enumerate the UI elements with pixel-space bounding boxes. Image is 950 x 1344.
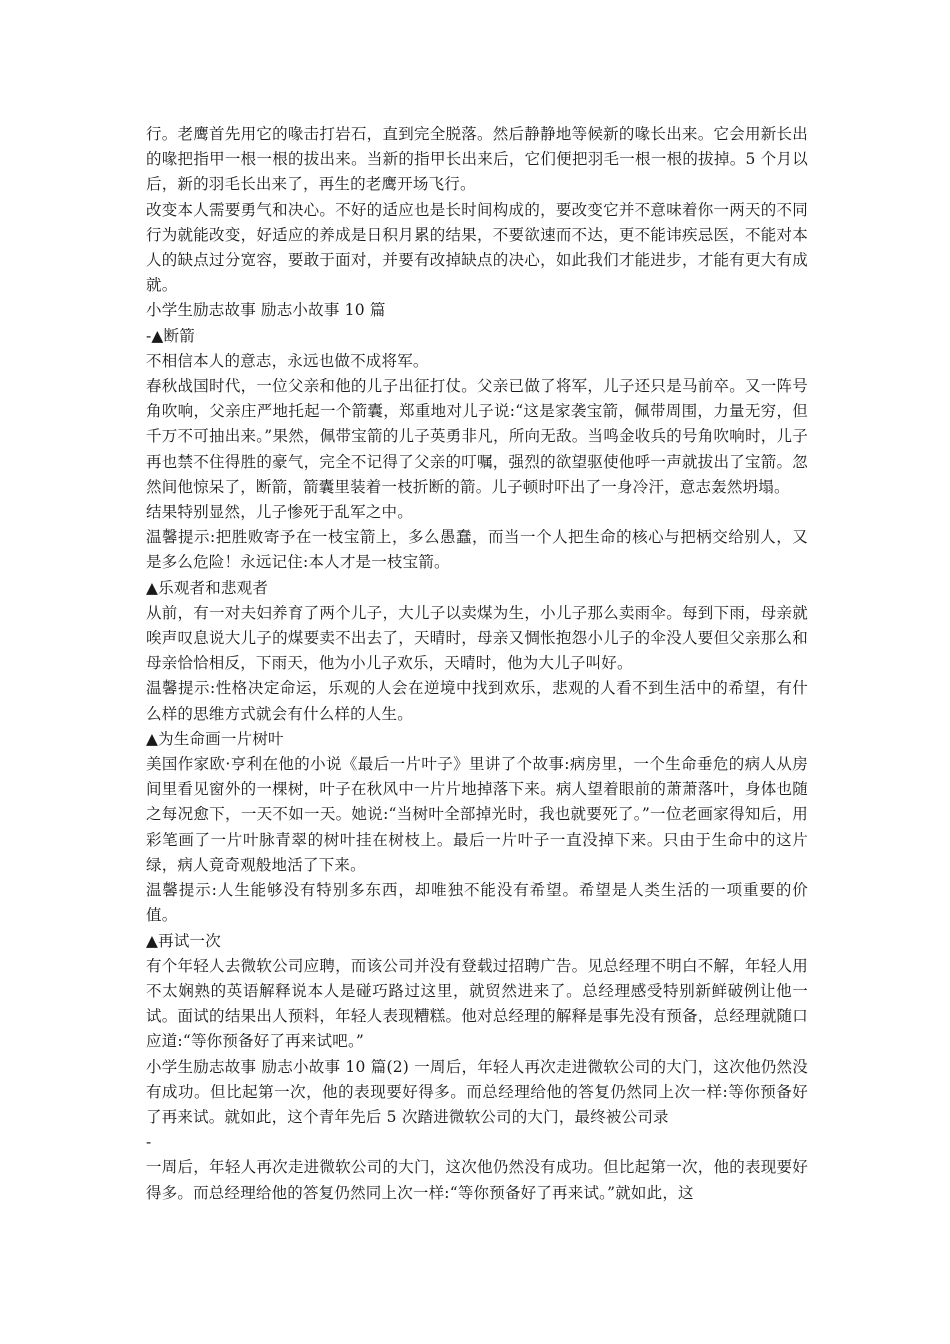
paragraph-try-again-continued: 小学生励志故事 励志小故事 10 篇(2) 一周后，年轻人再次走进微软公司的大门，这次他仍然没有成功。但比起第一次，他的表现要好得多。而总经理给他的答复仍然同上次一样:等你预备好了再来试。就如此，这个青年先后 5 次踏进微软公司的大门，最终被公司录: [146, 1057, 808, 1126]
paragraph-leaf-story: 美国作家欧·亨利在他的小说《最后一片叶子》里讲了个故事:病房里，一个生命垂危的病人从房间里看见窗外的一棵树，叶子在秋风中一片片地掉落下来。病人望着眼前的萧萧落叶，身体也随之每况愈下，一天不如一天。她说:“当树叶全部掉光时，我也就要死了。”一位老画家得知后，用彩笔画了一片叶脉青翠的树叶挂在树枝上。最后一片叶子一直没掉下来。只由于生命中的这片绿，病人竟奇观般地活了下来。: [146, 755, 808, 874]
paragraph-change-yourself: 改变本人需要勇气和决心。不好的适应也是长时间构成的，要改变它并不意味着你一两天的不同行为就能改变，好适应的养成是日积月累的结果，不要欲速而不达，更不能讳疾忌医，不能对本人的缺点过分宽容，要敢于面对，并要有改掉缺点的决心，如此我们才能进步，才能有更大有成就。: [146, 200, 808, 295]
paragraph-broken-arrow-story: 春秋战国时代，一位父亲和他的儿子出征打仗。父亲已做了将军，儿子还只是马前卒。又一阵号角吹响，父亲庄严地托起一个箭囊，郑重地对儿子说:“这是家袭宝箭，佩带周围，力量无穷，但千万不可抽出来。”果然，佩带宝箭的儿子英勇非凡，所向无敌。当鸣金收兵的号角吹响时，儿子再也禁不住得胜的豪气，完全不记得了父亲的叮嘱，强烈的欲望驱使他呼一声就拔出了宝箭。忽然间他惊呆了，断箭，箭囊里装着一枝折断的箭。儿子顿时吓出了一身冷汗，意志轰然坍塌。: [146, 377, 808, 496]
paragraph-broken-arrow-result: 结果特别显然，儿子惨死于乱军之中。: [146, 503, 413, 522]
section-title: 小学生励志故事 励志小故事 10 篇: [146, 301, 386, 320]
paragraph-eagle-renewal-end: 行。老鹰首先用它的喙击打岩石，直到完全脱落。然后静静地等候新的喙长出来。它会用新长出的喙把指甲一根一根的拔出来。当新的指甲长出来后，它们便把羽毛一根一根的拔掉。5 个月以后，新的羽毛长出来了，再生的老鹰开场飞行。: [146, 125, 808, 194]
document-body: [146, 122, 808, 1206]
paragraph-optimist-tip: 温馨提示:性格决定命运，乐观的人会在逆境中找到欢乐，悲观的人看不到生活中的希望，有什么样的思维方式就会有什么样的人生。: [146, 679, 808, 723]
paragraph-broken-arrow-intro: 不相信本人的意志，永远也做不成将军。: [146, 351, 429, 370]
paragraph-try-again-repeat: 一周后，年轻人再次走进微软公司的大门，这次他仍然没有成功。但比起第一次，他的表现要好得多。而总经理给他的答复仍然同上次一样:“等你预备好了再来试。”就如此，这: [146, 1158, 808, 1202]
paragraph-separator: -: [146, 1133, 152, 1152]
story-heading-leaf: ▲为生命画一片树叶: [146, 729, 284, 748]
paragraph-broken-arrow-tip: 温馨提示:把胜败寄予在一枝宝箭上，多么愚蠢，而当一个人把生命的核心与把柄交给别人，又是多么危险！永远记住:本人才是一枝宝箭。: [146, 528, 808, 572]
paragraph-leaf-tip: 温馨提示:人生能够没有特别多东西，却唯独不能没有希望。希望是人类生活的一项重要的价值。: [146, 881, 808, 925]
story-heading-broken-arrow: -▲断箭: [146, 326, 195, 345]
story-heading-try-again: ▲再试一次: [146, 931, 221, 950]
paragraph-optimist-story: 从前，有一对夫妇养育了两个儿子，大儿子以卖煤为生，小儿子那么卖雨伞。每到下雨，母亲就唉声叹息说大儿子的煤要卖不出去了，天晴时，母亲又惆怅抱怨小儿子的伞没人要但父亲那么和母亲恰恰相反，下雨天，他为小儿子欢乐，天晴时，他为大儿子叫好。: [146, 603, 808, 673]
paragraph-try-again-story: 有个年轻人去微软公司应聘，而该公司并没有登载过招聘广告。见总经理不明白不解，年轻人用不太娴熟的英语解释说本人是碰巧路过这里，就贸然进来了。总经理感受特别新鲜破例让他一试。面试的结果出人预料，年轻人表现糟糕。他对总经理的解释是事先没有预备，总经理就随口应道:“等你预备好了再来试吧。”: [146, 956, 808, 1051]
story-heading-optimist-pessimist: ▲乐观者和悲观者: [146, 578, 269, 597]
